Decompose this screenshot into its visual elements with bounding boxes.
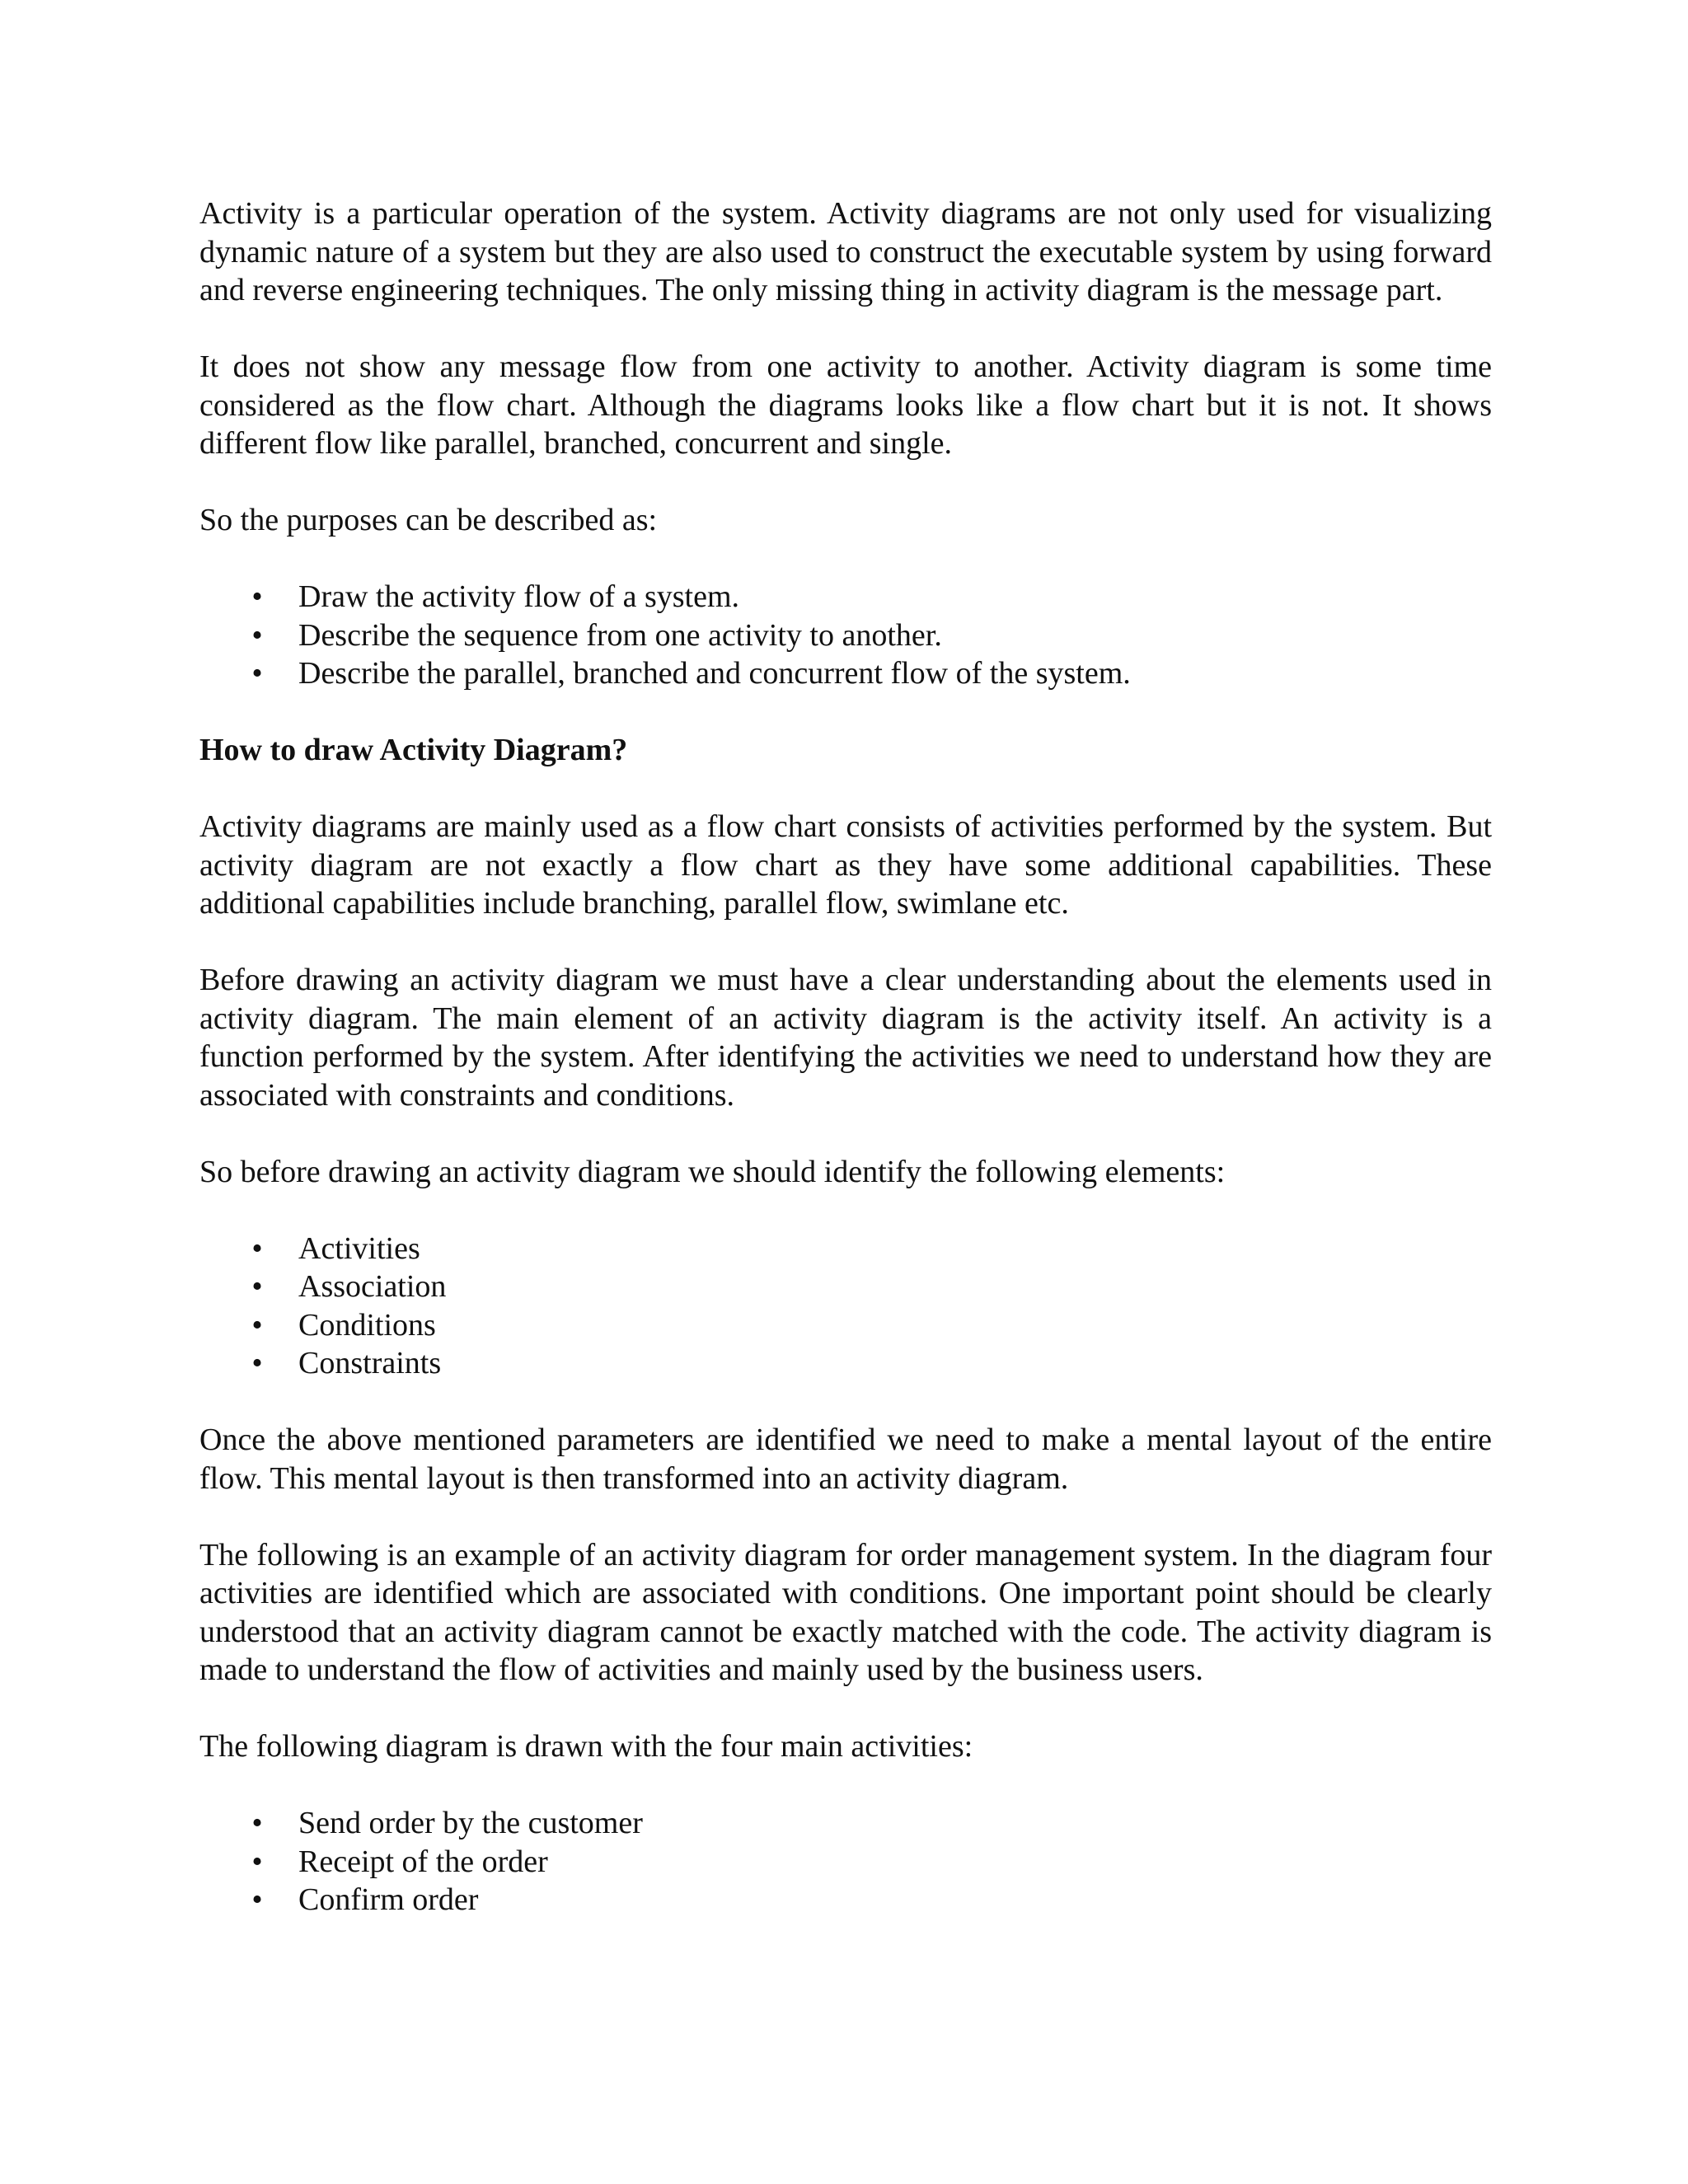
list-item <box>199 578 1492 616</box>
list-item-text: Constraints <box>298 1346 442 1380</box>
message-flow-paragraph: It does not show any message flow from one activity to another. Activity diagram is some time considered as the flow chart. Although the diagrams looks like a flow chart but it is not. It shows different flow like parallel, branched, concurrent and single. <box>199 349 1492 461</box>
list-item-text: Describe the parallel, branched and concurrent flow of the system. <box>298 656 1131 691</box>
elements-explanation-paragraph: Before drawing an activity diagram we must have a clear understanding about the elements used in activity diagram. The main element of an activity diagram is the activity itself. An activity is a function performed by the system. After identifying the activities we need to understand how they are associated with constraints and conditions. <box>199 963 1492 1113</box>
list-item-text: Describe the sequence from one activity to another. <box>298 617 942 653</box>
bullet-icon: • <box>251 1346 263 1380</box>
list-item <box>199 1804 1492 1843</box>
list-item-text: Draw the activity flow of a system. <box>298 579 740 614</box>
main-activities-intro: The following diagram is drawn with the four main activities: <box>199 1729 973 1764</box>
purposes-list <box>199 578 1492 693</box>
bullet-icon: • <box>251 1269 263 1304</box>
list-item <box>199 1230 1492 1268</box>
list-item <box>199 1268 1492 1306</box>
list-item <box>199 1881 1492 1919</box>
list-item <box>199 654 1492 693</box>
purposes-intro: So the purposes can be described as: <box>199 503 658 537</box>
list-item-text: Association <box>298 1269 447 1304</box>
bullet-icon: • <box>251 1806 263 1840</box>
elements-intro: So before drawing an activity diagram we should identify the following elements: <box>199 1154 1226 1189</box>
section-heading: How to draw Activity Diagram? <box>199 733 628 767</box>
bullet-icon: • <box>251 617 263 653</box>
list-item <box>199 1344 1492 1383</box>
document-page <box>199 194 1492 1957</box>
list-item-text: Send order by the customer <box>298 1806 643 1840</box>
bullet-icon: • <box>251 1844 263 1879</box>
main-activities-list <box>199 1804 1492 1919</box>
flow-chart-paragraph: Activity diagrams are mainly used as a flow chart consists of activities performed by the system. But activity diagram are not exactly a flow chart as they have some additional capabilities. These additional capabilities include branching, parallel flow, swimlane etc. <box>199 809 1492 921</box>
mental-layout-paragraph: Once the above mentioned parameters are identified we need to make a mental layout of the entire flow. This mental layout is then transformed into an activity diagram. <box>199 1422 1492 1496</box>
list-item <box>199 1306 1492 1345</box>
bullet-icon: • <box>251 579 263 614</box>
list-item <box>199 1843 1492 1882</box>
elements-list <box>199 1230 1492 1383</box>
bullet-icon: • <box>251 1307 263 1343</box>
list-item-text: Confirm order <box>298 1882 479 1917</box>
example-paragraph: The following is an example of an activity diagram for order management system. In the diagram four activities are identified which are associated with conditions. One important point should be clearly understood that an activity diagram cannot be exactly matched with the code. The activity diagram is made to understand the flow of activities and mainly used by the business users. <box>199 1537 1492 1687</box>
list-item-text: Conditions <box>298 1307 436 1343</box>
list-item-text: Receipt of the order <box>298 1844 548 1879</box>
bullet-icon: • <box>251 1230 263 1266</box>
bullet-icon: • <box>251 1882 263 1917</box>
list-item <box>199 616 1492 655</box>
bullet-icon: • <box>251 656 263 691</box>
list-item-text: Activities <box>298 1230 420 1266</box>
intro-paragraph: Activity is a particular operation of the system. Activity diagrams are not only used for visualizing dynamic nature of a system but they are also used to construct the executable system by using forward and reverse engineering techniques. The only missing thing in activity diagram is the message part. <box>199 196 1492 307</box>
